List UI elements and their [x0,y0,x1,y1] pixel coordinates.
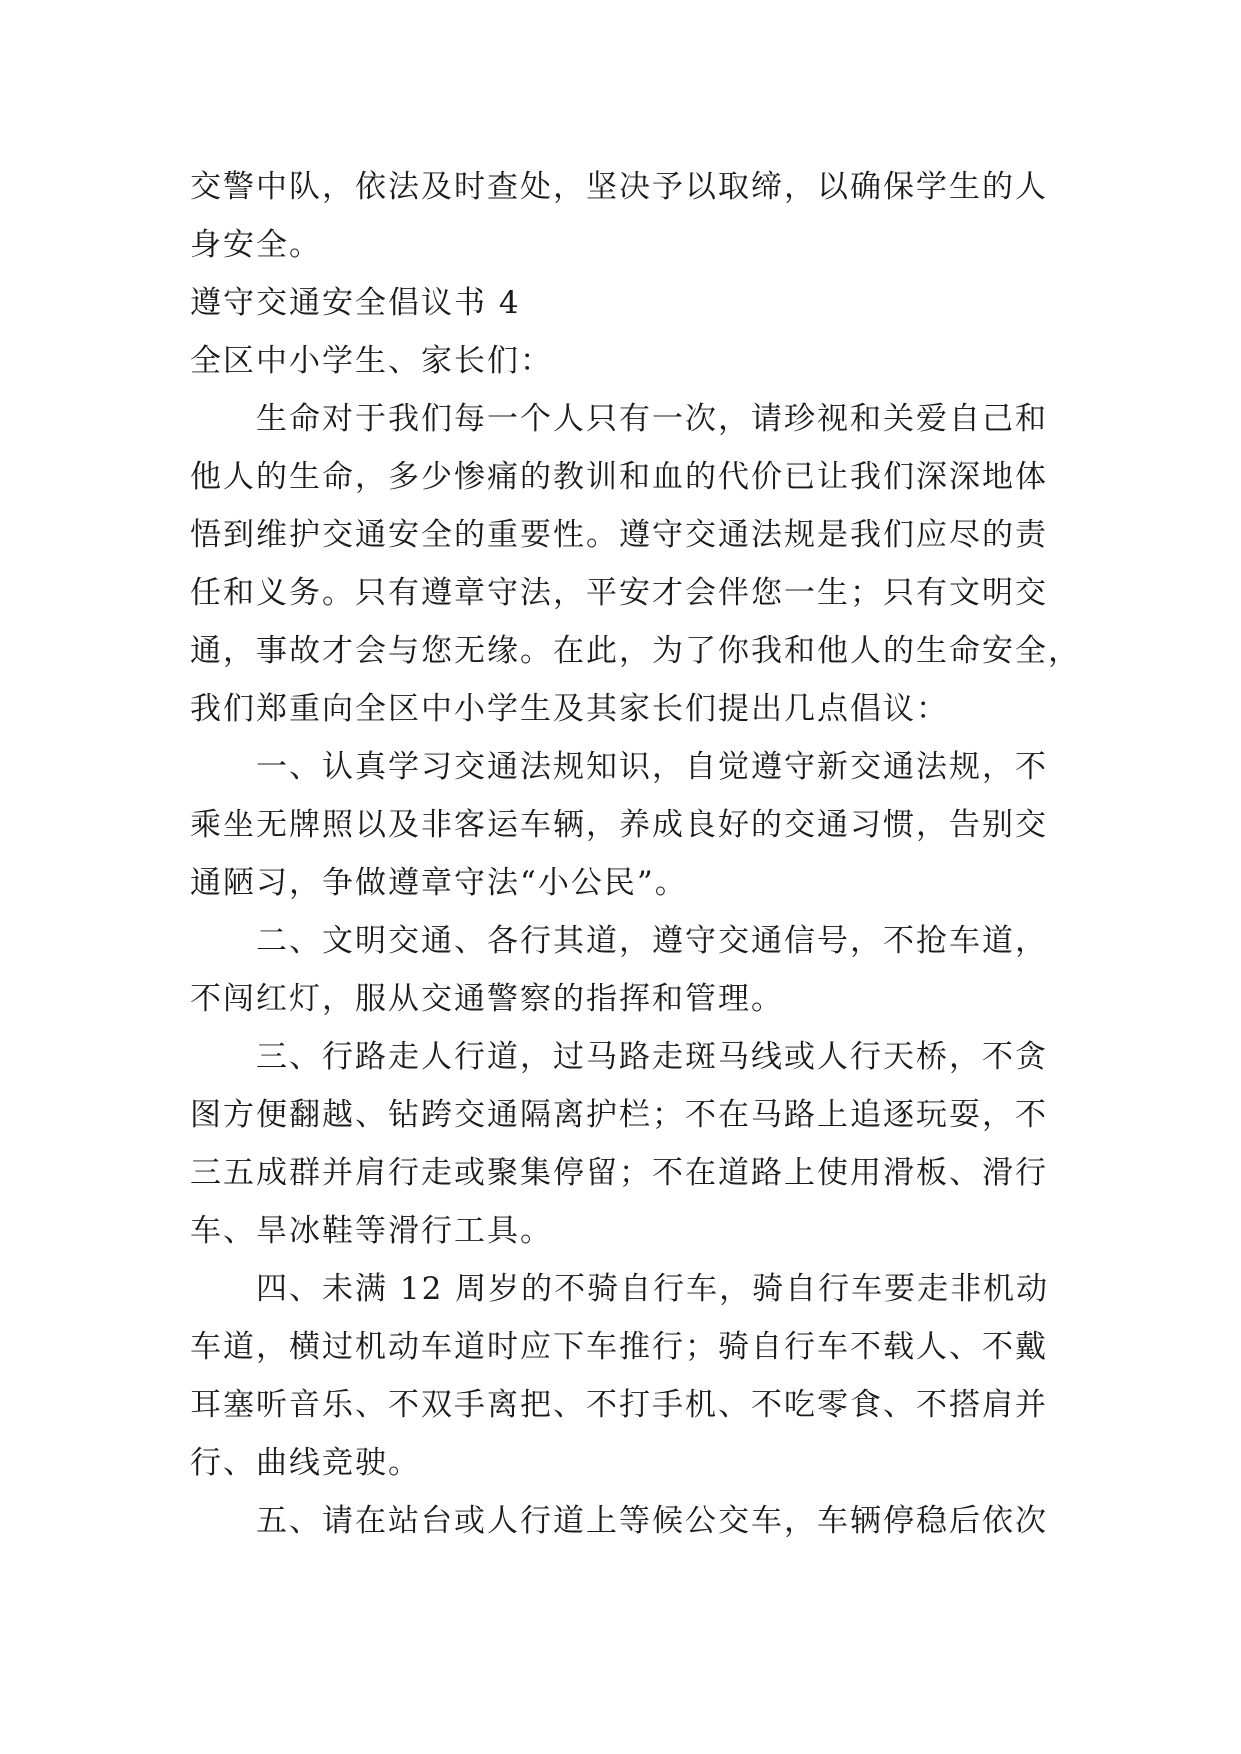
paragraph-line: 耳塞听音乐、不双手离把、不打手机、不吃零食、不搭肩并 [190,1387,1048,1423]
paragraph-line: 车道，横过机动车道时应下车推行；骑自行车不载人、不戴 [190,1329,1048,1365]
paragraph-line: 我们郑重向全区中小学生及其家长们提出几点倡议： [190,691,949,727]
paragraph-line: 他人的生命，多少惨痛的教训和血的代价已让我们深深地体 [190,459,1048,495]
paragraph-item-3 [190,1028,1050,1260]
paragraph-line: 四、未满 12 周岁的不骑自行车，骑自行车要走非机动 [256,1271,1050,1307]
paragraph-line: 任和义务。只有遵章守法，平安才会伴您一生；只有文明交 [190,575,1048,611]
paragraph-intro [190,390,1081,738]
continued-paragraph-line-2: 身安全。 [190,227,322,263]
paragraph-line: 三、行路走人行道，过马路走斑马线或人行天桥，不贪 [256,1039,1048,1075]
paragraph-line: 生命对于我们每一个人只有一次，请珍视和关爱自己和 [256,401,1048,437]
paragraph-item-2 [190,912,1050,1028]
paragraph-line: 三五成群并肩行走或聚集停留；不在道路上使用滑板、滑行 [190,1155,1048,1191]
paragraph-line: 一、认真学习交通法规知识，自觉遵守新交通法规，不 [256,749,1048,785]
paragraph-item-4 [190,1260,1050,1492]
paragraph-line: 行、曲线竞驶。 [190,1445,421,1481]
paragraph-item-1 [190,738,1050,912]
paragraph-line: 车、旱冰鞋等滑行工具。 [190,1213,553,1249]
paragraph-line: 通陋习，争做遵章守法“小公民”。 [190,865,688,901]
paragraph-line: 二、文明交通、各行其道，遵守交通信号，不抢车道， [256,923,1048,959]
paragraph-line: 图方便翻越、钻跨交通隔离护栏；不在马路上追逐玩耍，不 [190,1097,1048,1133]
paragraph-line: 通，事故才会与您无缘。在此，为了你我和他人的生命安全， [190,633,1081,669]
paragraph-line: 乘坐无牌照以及非客运车辆，养成良好的交通习惯，告别交 [190,807,1048,843]
section-title: 遵守交通安全倡议书 4 [190,285,521,321]
paragraph-line: 不闯红灯，服从交通警察的指挥和管理。 [190,981,784,1017]
paragraph-line: 五、请在站台或人行道上等候公交车，车辆停稳后依次 [256,1503,1048,1539]
continued-paragraph-line-1: 交警中队，依法及时查处，坚决予以取缔，以确保学生的人 [190,169,1048,205]
salutation: 全区中小学生、家长们： [190,343,553,379]
paragraph-line: 悟到维护交通安全的重要性。遵守交通法规是我们应尽的责 [190,517,1048,553]
paragraph-item-5 [190,1492,1050,1550]
document-body [190,158,1081,1550]
